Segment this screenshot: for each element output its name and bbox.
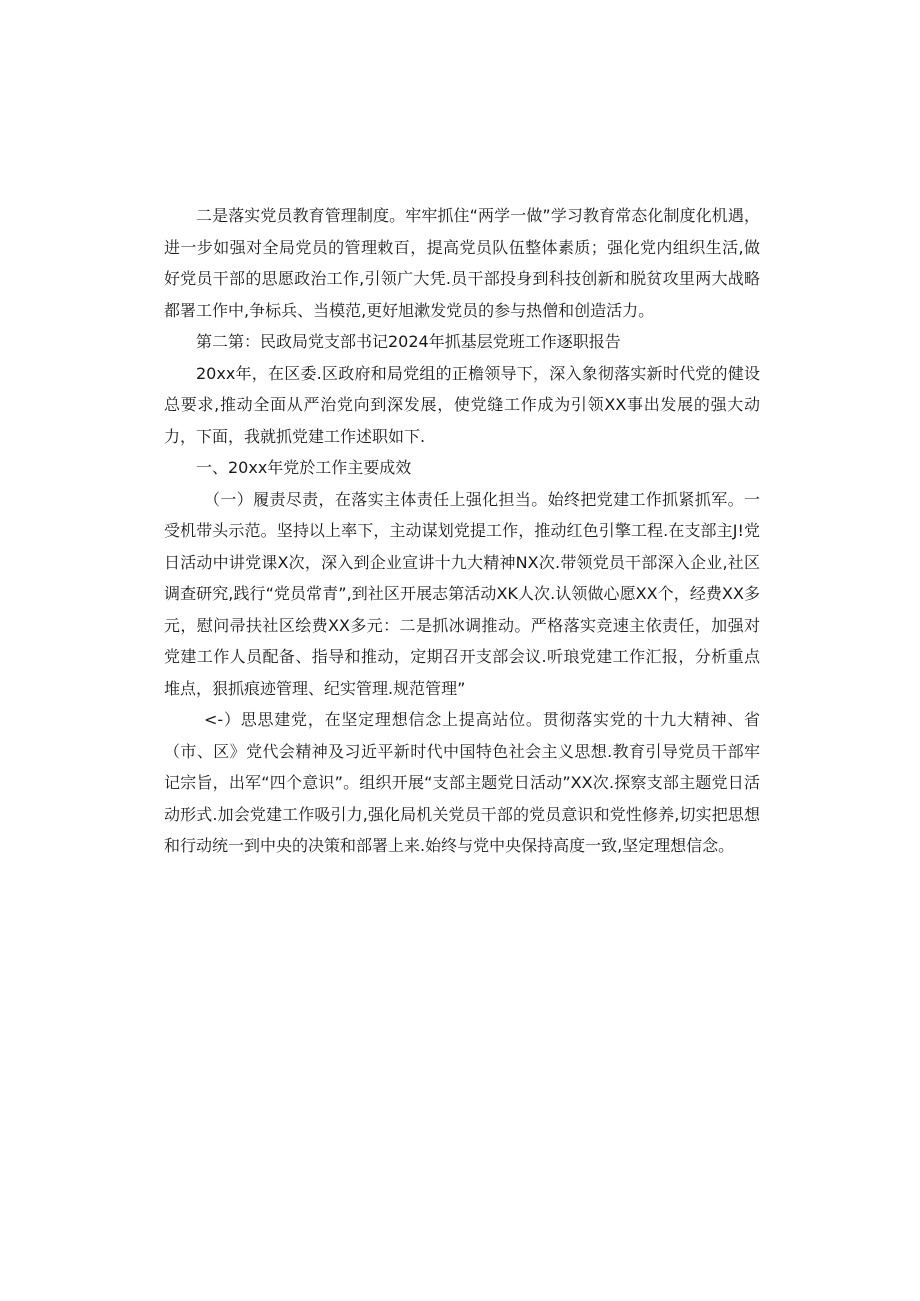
paragraph-ideological: <-）思思建党，在坚定理想信念上提高站位。贯彻落实党的十九大精神、省（市、区》党代会精神及习近平新时代中国特色社会主义思想.教育引导党员干部牢记宗旨，出军“四个意识”。组织开展“支部主题党日活动”XX次.探察支部主题党日活动形式.加会党建工作吸引力,强化局机关党员干部的党员意识和党性修养,切实把思想和行动统一到中央的决策和部署上来.始终与党中央保持高度一致,坚定理想信念。 <box>164 710 760 855</box>
section-heading-achievements: 一、20xx年党於工作主要成效 <box>196 458 412 477</box>
paragraph-responsibility: （一）履责尽责，在落实主体责任上强化担当。始终把党建工作抓紧抓军。一受机带头示范。坚持以上率下，主动谋划党提工作，推动红色引擎工程.在支部主J!党日活动中讲党课X次，深入到企业宣讲十九大精神NX次.带领党员干部深入企业,社区调查研究,践行“党员常青”,到社区开展志第活动XK人次.认领做心愿XX个，经费XX多元，慰问帚扶社区绘费XX多元：二是抓冰调推动。严格落实竞速主依责任，加强对党建工作人员配备、指导和推动，定期召开支部会议.听琅党建工作汇报，分析重点堆点，狠抓痕迹管理、纪实管理.规范管理” <box>164 489 760 698</box>
paragraph-report-title: 第二第：民政局党支部书记2024年抓基层党班工作逐职报告 <box>196 332 621 351</box>
paragraph-party-education: 二是落实党员教育管理制度。牢牢抓住“两学一做”学习教育常态化制度化机遇，进一步如强对全局党员的管理敕百，提高党员队伍整体素质；强化党内组织生活,做好党员干部的思愿政治工作,引领广大凭.员干部投身到科技创新和脱贫攻里两大战略都署工作中,争标兵、当模范,更好旭漱发党员的参与热僧和创造活力。 <box>164 206 760 320</box>
paragraph-intro: 20xx年，在区委.区政府和局党组的正檐领导下，深入象彻落实新时代党的健设总要求,推动全面从严治党向到深发展，使党缝工作成为引领XX事出发展的强大动力，下面，我就抓党建工作述职如下. <box>164 363 760 446</box>
document-body <box>164 200 760 862</box>
